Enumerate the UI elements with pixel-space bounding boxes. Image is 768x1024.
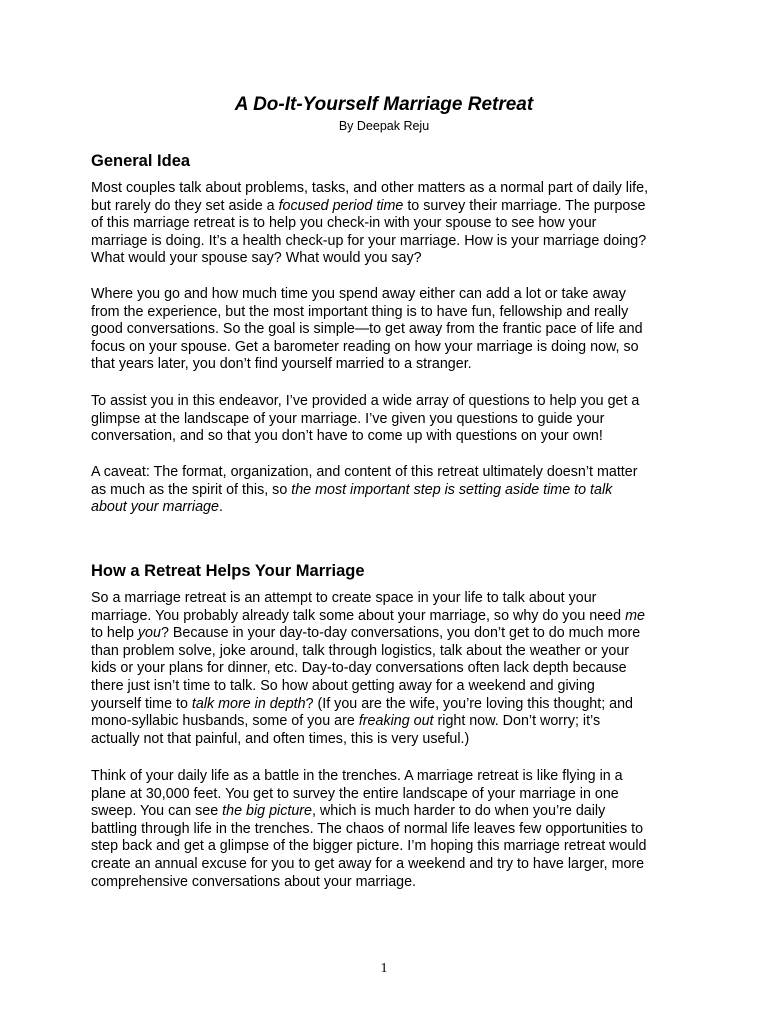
text-line: glimpse at the landscape of your marriage. I’ve given you questions to guide your bbox=[91, 410, 605, 427]
text-line: actually not that painful, and often times, this is very useful.) bbox=[91, 730, 470, 747]
text-run: yourself time to bbox=[91, 695, 192, 712]
paragraph bbox=[91, 590, 681, 748]
text-line: Think of your daily life as a battle in the trenches. A marriage retreat is like flying in a bbox=[91, 768, 623, 784]
emphasis-text: you bbox=[137, 625, 161, 642]
text-line bbox=[91, 713, 681, 731]
paragraph bbox=[91, 286, 681, 374]
text-line bbox=[91, 198, 681, 216]
author-byline: By Deepak Reju bbox=[338, 119, 430, 133]
text-line: conversation, and so that you don’t have to come up with questions on your own! bbox=[91, 428, 603, 445]
paragraph bbox=[91, 768, 681, 891]
emphasis-text: focused period time bbox=[278, 197, 404, 214]
paragraph bbox=[91, 393, 681, 446]
text-run: marriage. You probably already talk some about your marriage, so why do you need bbox=[91, 607, 626, 624]
section-heading-how-retreat-helps: How a Retreat Helps Your Marriage bbox=[91, 562, 365, 580]
paragraph bbox=[91, 464, 681, 517]
text-line: good conversations. So the goal is simple—to get away from the frantic pace of life and bbox=[91, 321, 643, 338]
text-line: To assist you in this endeavor, I’ve provided a wide array of questions to help you get a bbox=[91, 393, 640, 409]
text-line bbox=[91, 803, 681, 821]
text-line: there just isn’t time to talk. So how about getting away for a weekend and giving bbox=[91, 677, 595, 694]
emphasis-text: the big picture bbox=[222, 803, 312, 820]
text-line: battling through life in the trenches. The chaos of normal life leaves few opportunities to bbox=[91, 820, 644, 837]
text-line: that years later, you don’t find yourself married to a stranger. bbox=[91, 356, 472, 373]
text-line bbox=[91, 696, 681, 714]
text-line: focus on your spouse. Get a barometer reading on how your marriage is doing now, so bbox=[91, 338, 639, 355]
text-run: but rarely do they set aside a bbox=[91, 197, 279, 214]
emphasis-text: the most important step is setting aside time to talk bbox=[291, 481, 613, 498]
emphasis-text: me bbox=[625, 607, 645, 624]
text-line: Where you go and how much time you spend away either can add a lot or take away bbox=[91, 286, 626, 302]
emphasis-text: about your marriage bbox=[91, 499, 219, 516]
text-run: to survey their marriage. The purpose bbox=[403, 197, 646, 214]
text-line: kids or your plans for dinner, etc. Day-to-day conversations often lack depth because bbox=[91, 660, 627, 677]
text-run: sweep. You can see bbox=[91, 803, 223, 820]
text-line: So a marriage retreat is an attempt to create space in your life to talk about your bbox=[91, 590, 597, 606]
emphasis-text: talk more in depth bbox=[191, 695, 306, 712]
text-line bbox=[91, 482, 681, 500]
text-line: Most couples talk about problems, tasks, and other matters as a normal part of daily life, bbox=[91, 180, 649, 196]
text-run: mono-syllabic husbands, some of you are bbox=[91, 713, 359, 730]
text-line: step back and get a glimpse of the bigger picture. I’m hoping this marriage retreat would bbox=[91, 838, 647, 855]
text-line bbox=[91, 625, 681, 643]
paragraph bbox=[91, 180, 681, 268]
document-title: A Do-It-Yourself Marriage Retreat bbox=[234, 94, 534, 115]
text-run: , which is much harder to do when you’re daily bbox=[311, 803, 606, 820]
text-line: create an annual excuse for you to get away for a weekend and try to have larger, more bbox=[91, 855, 645, 872]
text-run: right now. Don’t worry; it’s bbox=[433, 713, 601, 730]
text-line: plane at 30,000 feet. You get to survey the entire landscape of your marriage in one bbox=[91, 785, 619, 802]
text-line: comprehensive conversations about your marriage. bbox=[91, 873, 417, 890]
page-number: 1 bbox=[380, 961, 388, 976]
text-run: to help bbox=[91, 625, 138, 642]
text-run: ? (If you are the wife, you’re loving this thought; and bbox=[305, 695, 634, 712]
text-line: What would your spouse say? What would you say? bbox=[91, 250, 422, 267]
section-heading-general-idea: General Idea bbox=[91, 152, 191, 170]
text-run: as much as the spirit of this, so bbox=[91, 481, 292, 498]
text-line: than problem solve, joke around, talk through logistics, talk about the weather or your bbox=[91, 642, 630, 659]
text-line: marriage is doing. It’s a health check-up for your marriage. How is your marriage doing? bbox=[91, 232, 647, 249]
text-line: of this marriage retreat is to help you check-in with your spouse to see how your bbox=[91, 215, 597, 232]
text-line bbox=[91, 608, 681, 626]
text-line: A caveat: The format, organization, and content of this retreat ultimately doesn’t matter bbox=[91, 464, 638, 480]
text-run: ? Because in your day-to-day conversations, you don’t get to do much more bbox=[160, 625, 641, 642]
emphasis-text: freaking out bbox=[358, 713, 434, 730]
text-line bbox=[91, 499, 681, 517]
text-line: from the experience, but the most important thing is to have fun, fellowship and really bbox=[91, 303, 629, 320]
text-run: . bbox=[218, 499, 223, 516]
